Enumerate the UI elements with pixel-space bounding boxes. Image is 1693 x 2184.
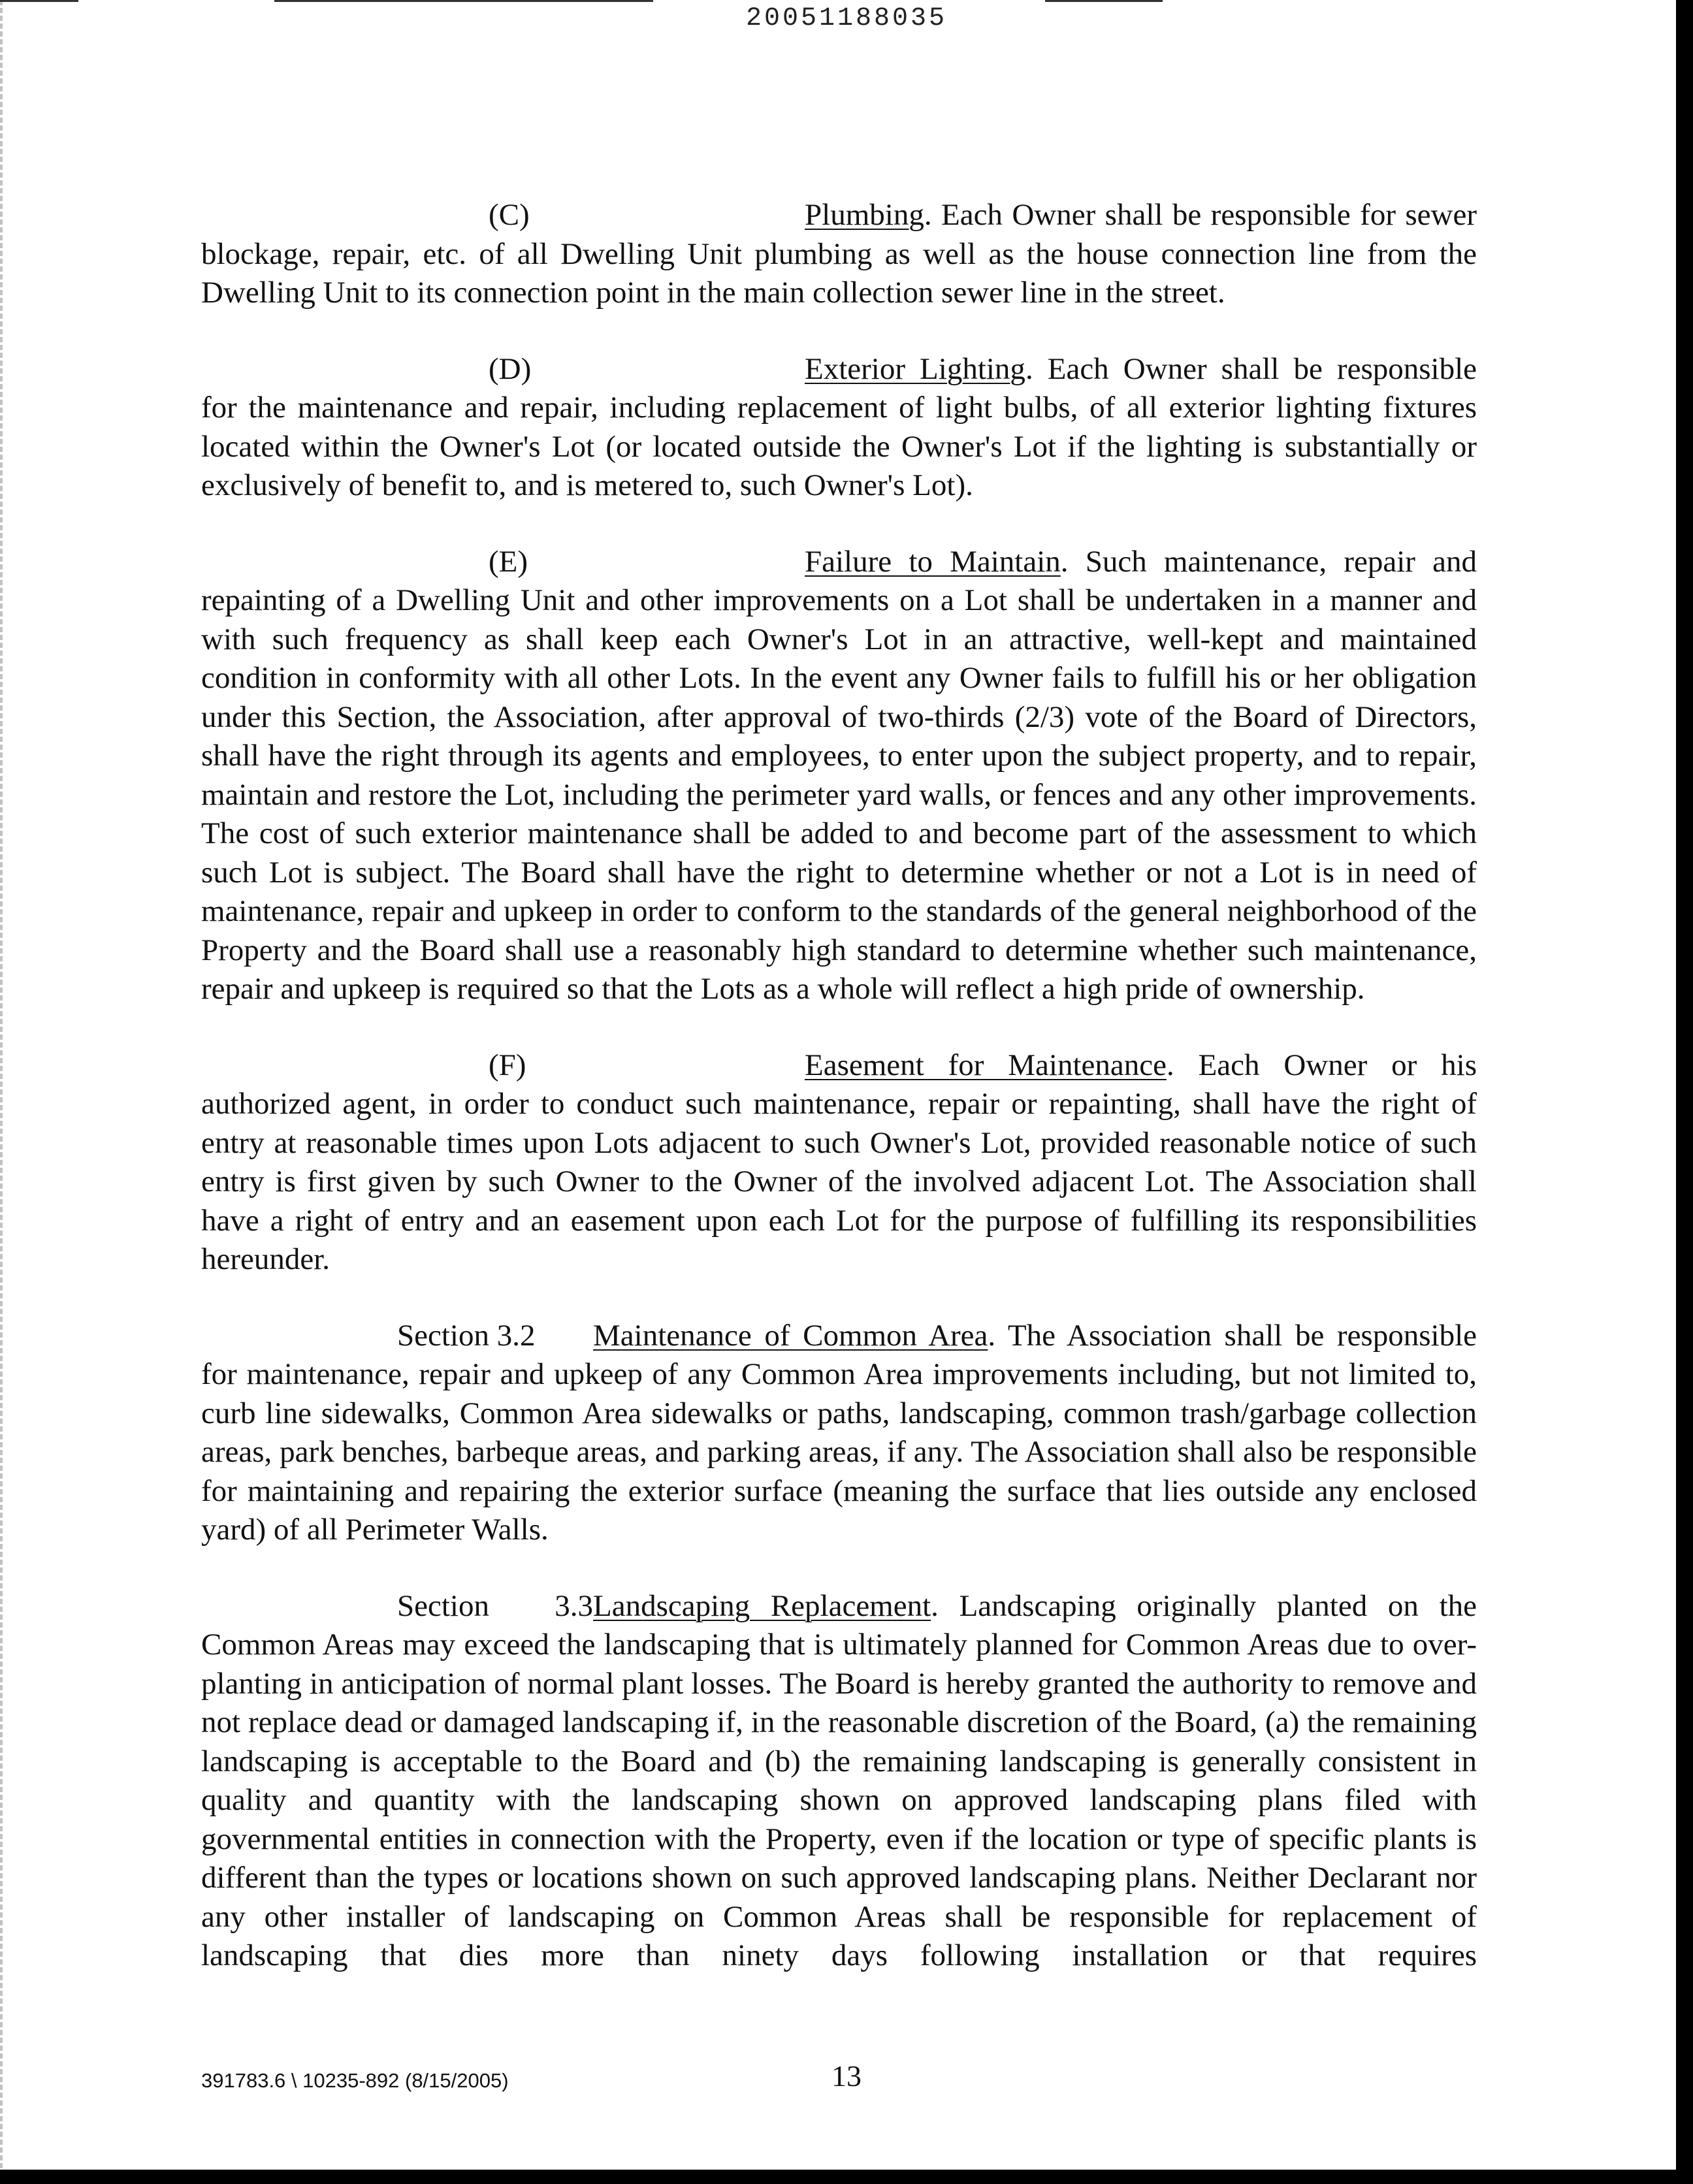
section-label: Section 3.2	[397, 1318, 536, 1353]
paragraph-text: . Such maintenance, repair and repainting of a Dwelling Unit and other improvements on a Lot shall be undertaken in a manner and with such frequency as shall keep each Owner's Lot in an attractive, well-kept and maintained condition in conformity with all other Lots. In the event any Owner fails to fulfill his or her obligation under this Section, the Association, after approval of two-thirds (2/3) vote of the Board of Directors, shall have the right through its agents and employees, to enter upon the subject property, and to repair, maintain and restore the Lot, including the perimeter yard walls, or fences and any other improvements. The cost of such exterior maintenance shall be added to and become part of the assessment to which such Lot is subject. The Board shall have the right to determine whether or not a Lot is in need of maintenance, repair and upkeep in order to conform to the standards of the general neighborhood of the Property and the Board shall use a reasonably high standard to determine whether such maintenance, repair and upkeep is required so that the Lots as a whole will reflect a high pride of ownership.	[201, 544, 1477, 1006]
section-heading: Landscaping Replacement	[593, 1588, 931, 1623]
scan-left-edge	[0, 0, 5, 2184]
scan-top-rule	[1045, 0, 1163, 2]
subsection-label: (C)	[489, 198, 530, 232]
document-number: 20051188035	[745, 4, 948, 33]
paragraph-text: . The Association shall be responsible for maintenance, repair and upkeep of any Common Area improvements including, but not limited to, curb line sidewalks, Common Area sidewalks or paths, landscaping, common trash/garbage collection areas, park benches, barbeque areas, and parking areas, if any. The Association shall also be responsible for maintaining and repairing the exterior surface (meaning the surface that lies outside any enclosed yard) of all Perimeter Walls.	[201, 1318, 1477, 1547]
subsection-heading: Failure to Maintain	[805, 544, 1061, 579]
paragraph-text: . Landscaping originally planted on the Common Areas may exceed the landscaping that is ultimately planned for Common Areas due to over-planting in anticipation of normal plant losses. The Board is hereby granted the authority to remove and not replace dead or damaged landscaping if, in the reasonable discretion of the Board, (a) the remaining landscaping is acceptable to the Board and (b) the remaining landscaping is generally consistent in quality and quantity with the landscaping shown on approved landscaping plans filed with governmental entities in connection with the Property, even if the location or type of specific plants is different than the types or locations shown on such approved landscaping plans. Neither Declarant nor any other installer of landscaping on Common Areas shall be responsible for replacement of landscaping that dies more than ninety days following installation or that requires	[201, 1588, 1477, 1972]
section-heading: Maintenance of Common Area	[593, 1318, 988, 1353]
subsection-heading: Easement for Maintenance	[805, 1048, 1167, 1082]
subsection-label: (F)	[489, 1048, 526, 1082]
scan-top-rule	[274, 0, 653, 2]
footer-reference: 391783.6 \ 10235-892 (8/15/2005)	[201, 2069, 509, 2092]
page-body	[201, 196, 1477, 2013]
paragraph-text: . Each Owner shall be responsible for the maintenance and repair, including replacement of light bulbs, of all exterior lighting fixtures located within the Owner's Lot (or located outside the Owner's Lot if the lighting is substantially or exclusively of benefit to, and is metered to, such Owner's Lot).	[201, 351, 1477, 502]
paragraph-e	[201, 543, 1477, 1009]
subsection-label: (D)	[489, 351, 532, 386]
subsection-heading: Exterior Lighting	[805, 351, 1025, 386]
paragraph-text: . Each Owner shall be responsible for sewer blockage, repair, etc. of all Dwelling Unit plumbing as well as the house connection line from the Dwelling Unit to its connection point in the main collection sewer line in the street.	[201, 198, 1477, 310]
paragraph-text: . Each Owner or his authorized agent, in order to conduct such maintenance, repair or repainting, shall have the right of entry at reasonable times upon Lots adjacent to such Owner's Lot, provided reasonable notice of such entry is first given by such Owner to the Owner of the involved adjacent Lot. The Association shall have a right of entry and an easement upon each Lot for the purpose of fulfilling its responsibilities hereunder.	[201, 1048, 1477, 1276]
scan-top-rule	[0, 0, 78, 2]
scan-right-edge	[1676, 0, 1693, 2184]
subsection-heading: Plumbing	[805, 198, 924, 232]
paragraph-f	[201, 1046, 1477, 1279]
paragraph-d	[201, 350, 1477, 506]
page-number: 13	[831, 2059, 862, 2093]
subsection-label: (E)	[489, 544, 528, 579]
section-label: Section 3.3	[397, 1588, 593, 1623]
section-3-3	[201, 1587, 1477, 1976]
scan-bottom-edge	[0, 2170, 1693, 2184]
paragraph-c	[201, 196, 1477, 313]
section-3-2	[201, 1317, 1477, 1550]
